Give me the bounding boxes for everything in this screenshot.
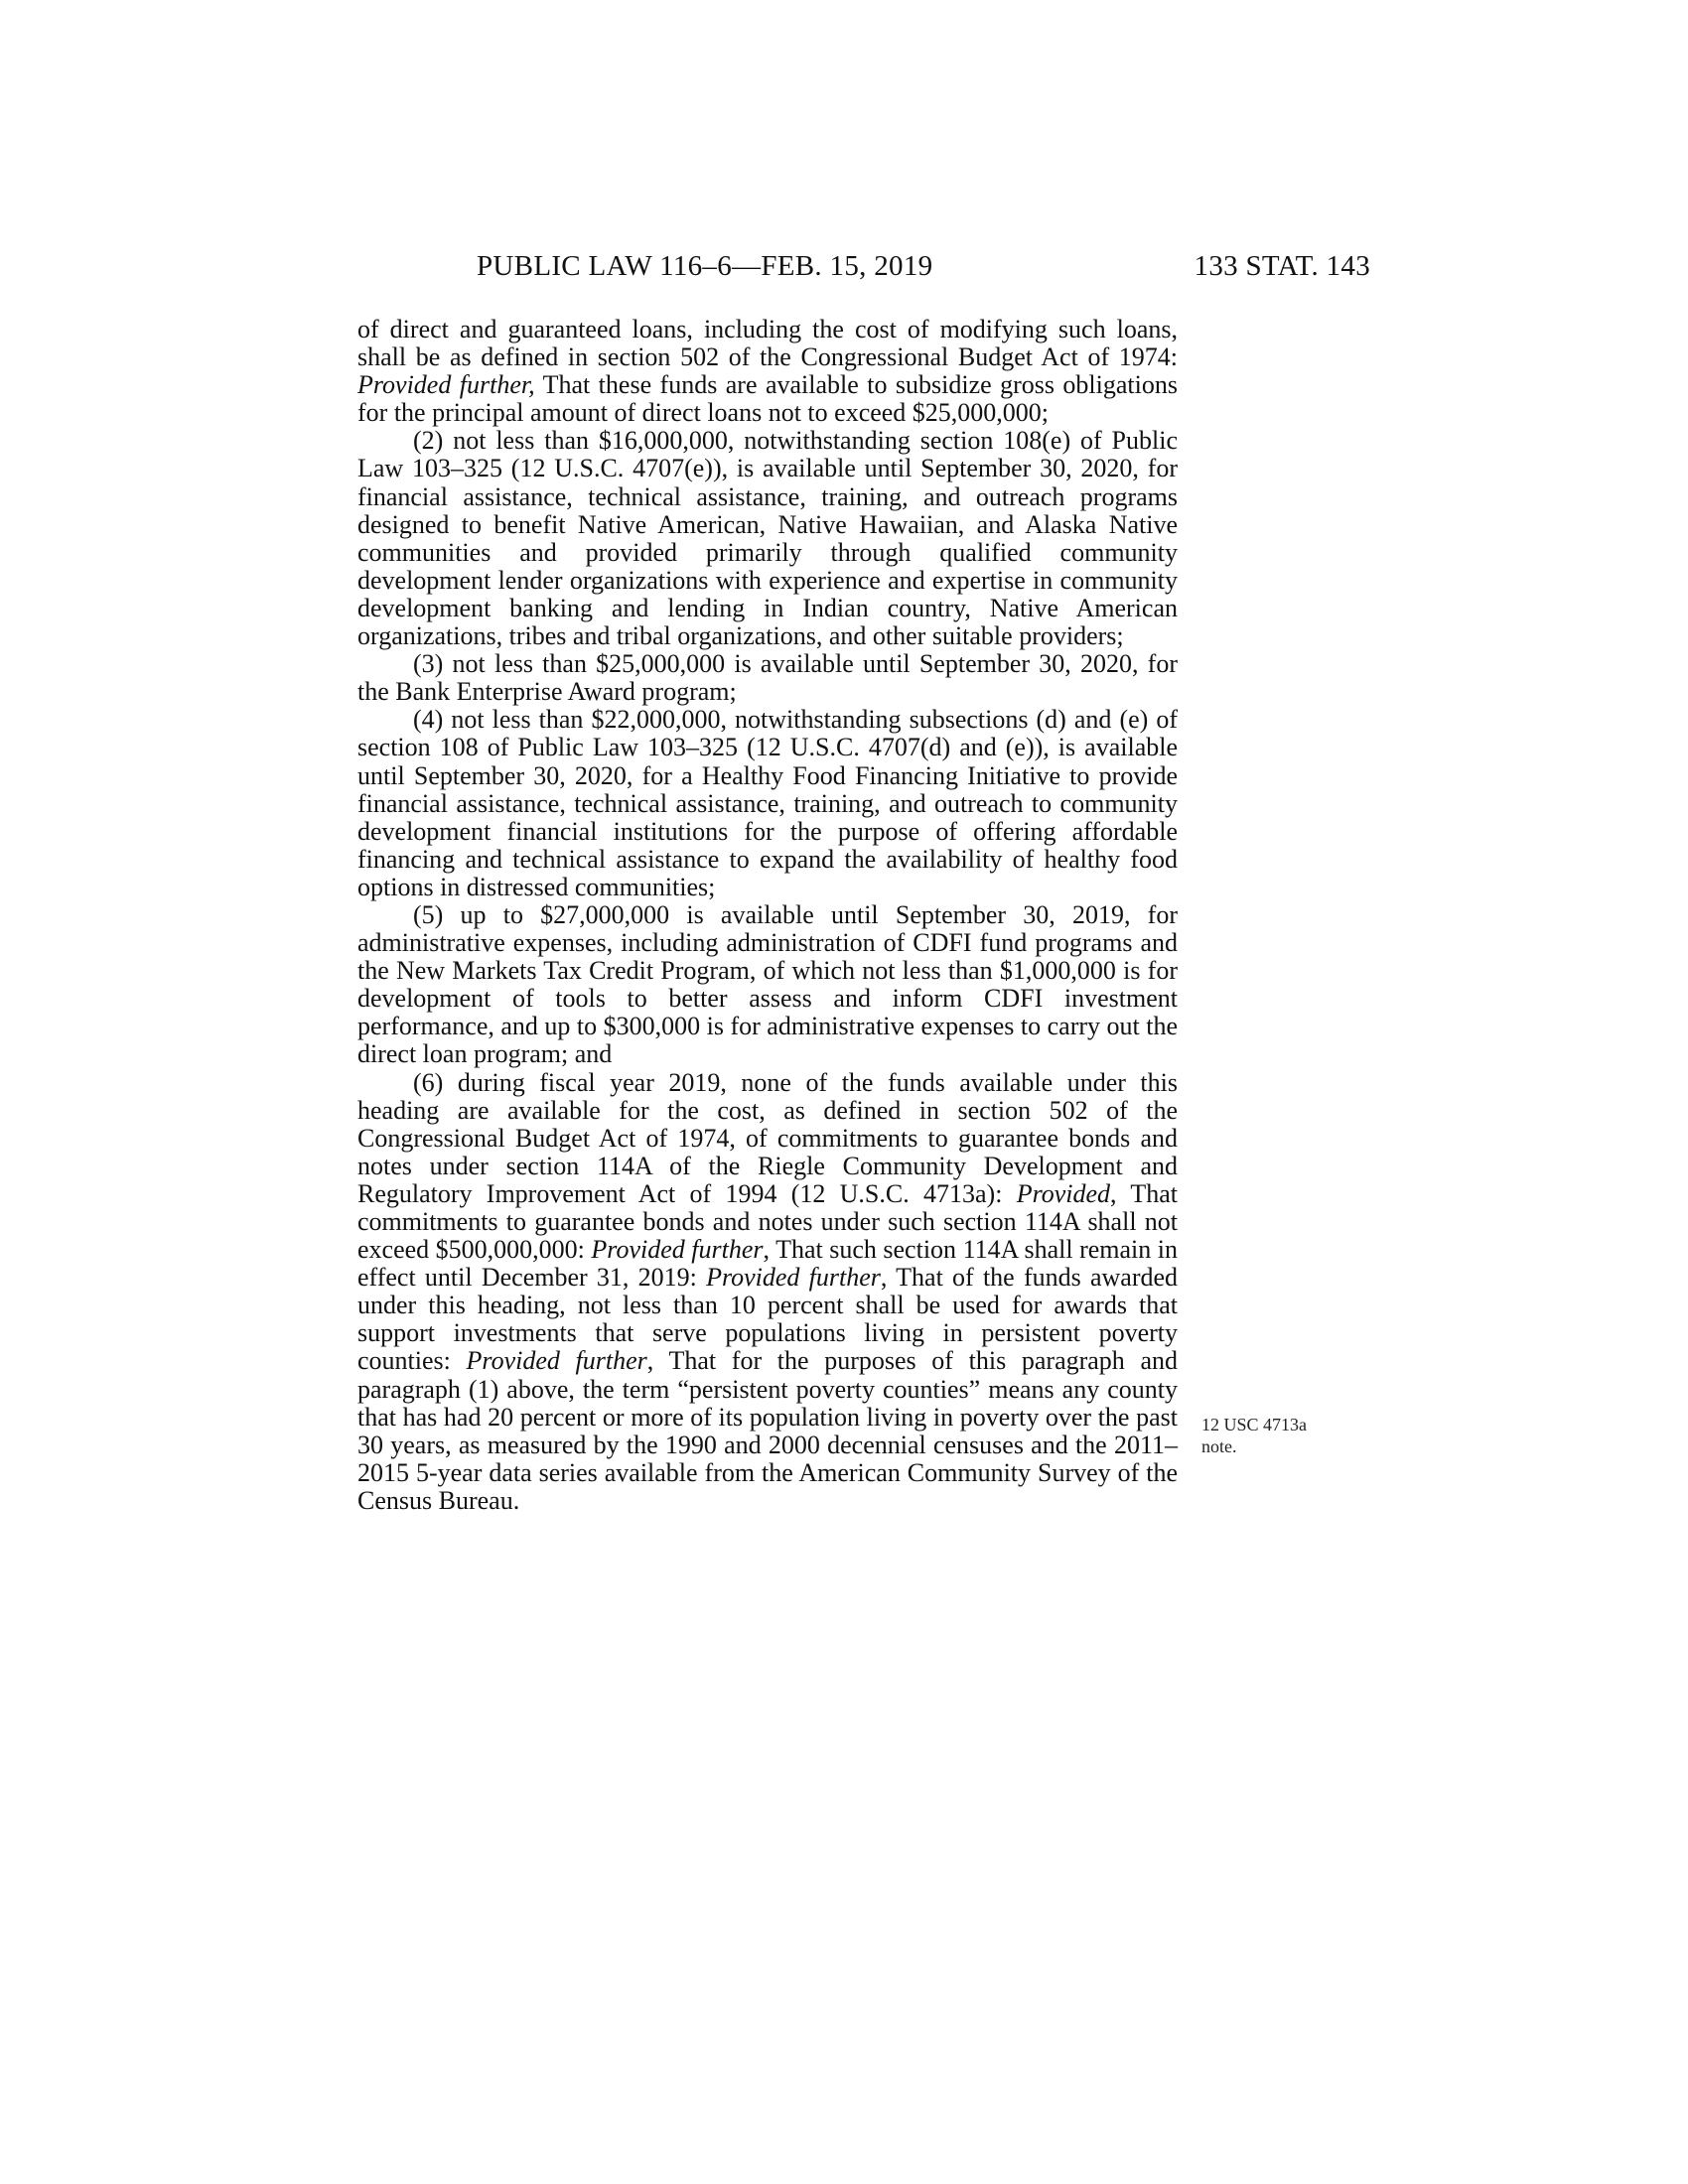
paragraph-3: [357, 650, 1178, 706]
text-segment: , That of the funds awarded under this heading, not less than 10 percent shall be used for awards that support investments that serve populations living in persistent poverty counties:: [357, 1263, 1179, 1376]
text-segment: (5) up to $27,000,000 is available until September 30, 2019, for administrative expenses, including administration of CDFI fund programs and the New Markets Tax Credit Program, of which not less than $1,000,000 is for development of tools to better assess and inform CDFI investment performance, and up to $300,000 is for administrative expenses to carry out the direct loan program; and: [357, 899, 1178, 1069]
paragraph-5: [357, 901, 1178, 1069]
italic-proviso: Provided: [1016, 1178, 1111, 1208]
italic-proviso: Provided further: [591, 1235, 764, 1265]
margin-note-suffix: note.: [1201, 1436, 1237, 1456]
page-number: 133 STAT. 143: [1194, 250, 1370, 282]
italic-proviso: Provided further: [706, 1263, 881, 1293]
running-head-title: PUBLIC LAW 116–6—FEB. 15, 2019: [477, 250, 933, 282]
paragraph-4: [357, 706, 1178, 901]
italic-proviso: Provided further: [466, 1346, 647, 1376]
running-head: [357, 250, 1370, 290]
text-segment: , That for the purposes of this paragraph and paragraph (1) above, the term “persistent poverty counties” means any county that has had 20 percent or more of its population living in poverty over the past 30 years, as measured by the 1990 and 2000 decennial censuses and the 2011–2015 5-year data series available from the American Community Survey of the Census Bureau.: [357, 1346, 1179, 1515]
text-segment: , That commitments to guarantee bonds and notes under such section 114A shall not exceed $500,000,000:: [357, 1178, 1178, 1265]
text-segment: of direct and guaranteed loans, including the cost of modifying such loans, shall be as defined in section 502 of the Congressional Budget Act of 1974:: [357, 315, 1178, 372]
italic-proviso: Provided further,: [357, 370, 535, 400]
text-segment: (6) during fiscal year 2019, none of the funds available under this heading are available for the cost, as defined in section 502 of the Congressional Budget Act of 1974, of commitments to guarantee bonds and notes under section 114A of the Riegle Community Development and Regulatory Improvement Act of 1994 (12 U.S.C. 4713a):: [357, 1067, 1178, 1208]
paragraph-1-continuation: [357, 316, 1178, 427]
statute-body: [357, 316, 1178, 1515]
text-segment: (4) not less than $22,000,000, notwithstanding subsections (d) and (e) of section 108 of Public Law 103–325 (12 U.S.C. 4707(d) and (e)), is available until September 30, 2020, for a Healthy Food Financing Initiative to provide financial assistance, technical assistance, training, and outreach to community development financial institutions for the purpose of offering affordable financing and technical assistance to expand the availability of healthy food options in distressed communities;: [357, 705, 1178, 901]
margin-note-citation: 12 USC 4713a: [1201, 1415, 1308, 1434]
paragraph-6: [357, 1069, 1178, 1516]
text-segment: (3) not less than $25,000,000 is available until September 30, 2020, for the Bank Enterprise Award program;: [357, 649, 1178, 707]
paragraph-2: [357, 427, 1178, 650]
margin-note: [1201, 1414, 1340, 1457]
text-segment: (2) not less than $16,000,000, notwithstanding section 108(e) of Public Law 103–325 (12 U.S.C. 4707(e)), is available until September 30, 2020, for financial assistance, technical assistance, training, and outreach programs designed to benefit Native American, Native Hawaiian, and Alaska Native communities and provided primarily through qualified community development lender organizations with experience and expertise in community development banking and lending in Indian country, Native American organizations, tribes and tribal organizations, and other suitable providers;: [357, 426, 1178, 651]
text-segment: That these funds are available to subsidize gross obligations for the principal amount of direct loans not to exceed $25,000,000;: [357, 370, 1178, 428]
text-segment: , That such section 114A shall remain in effect until December 31, 2019:: [357, 1235, 1179, 1293]
